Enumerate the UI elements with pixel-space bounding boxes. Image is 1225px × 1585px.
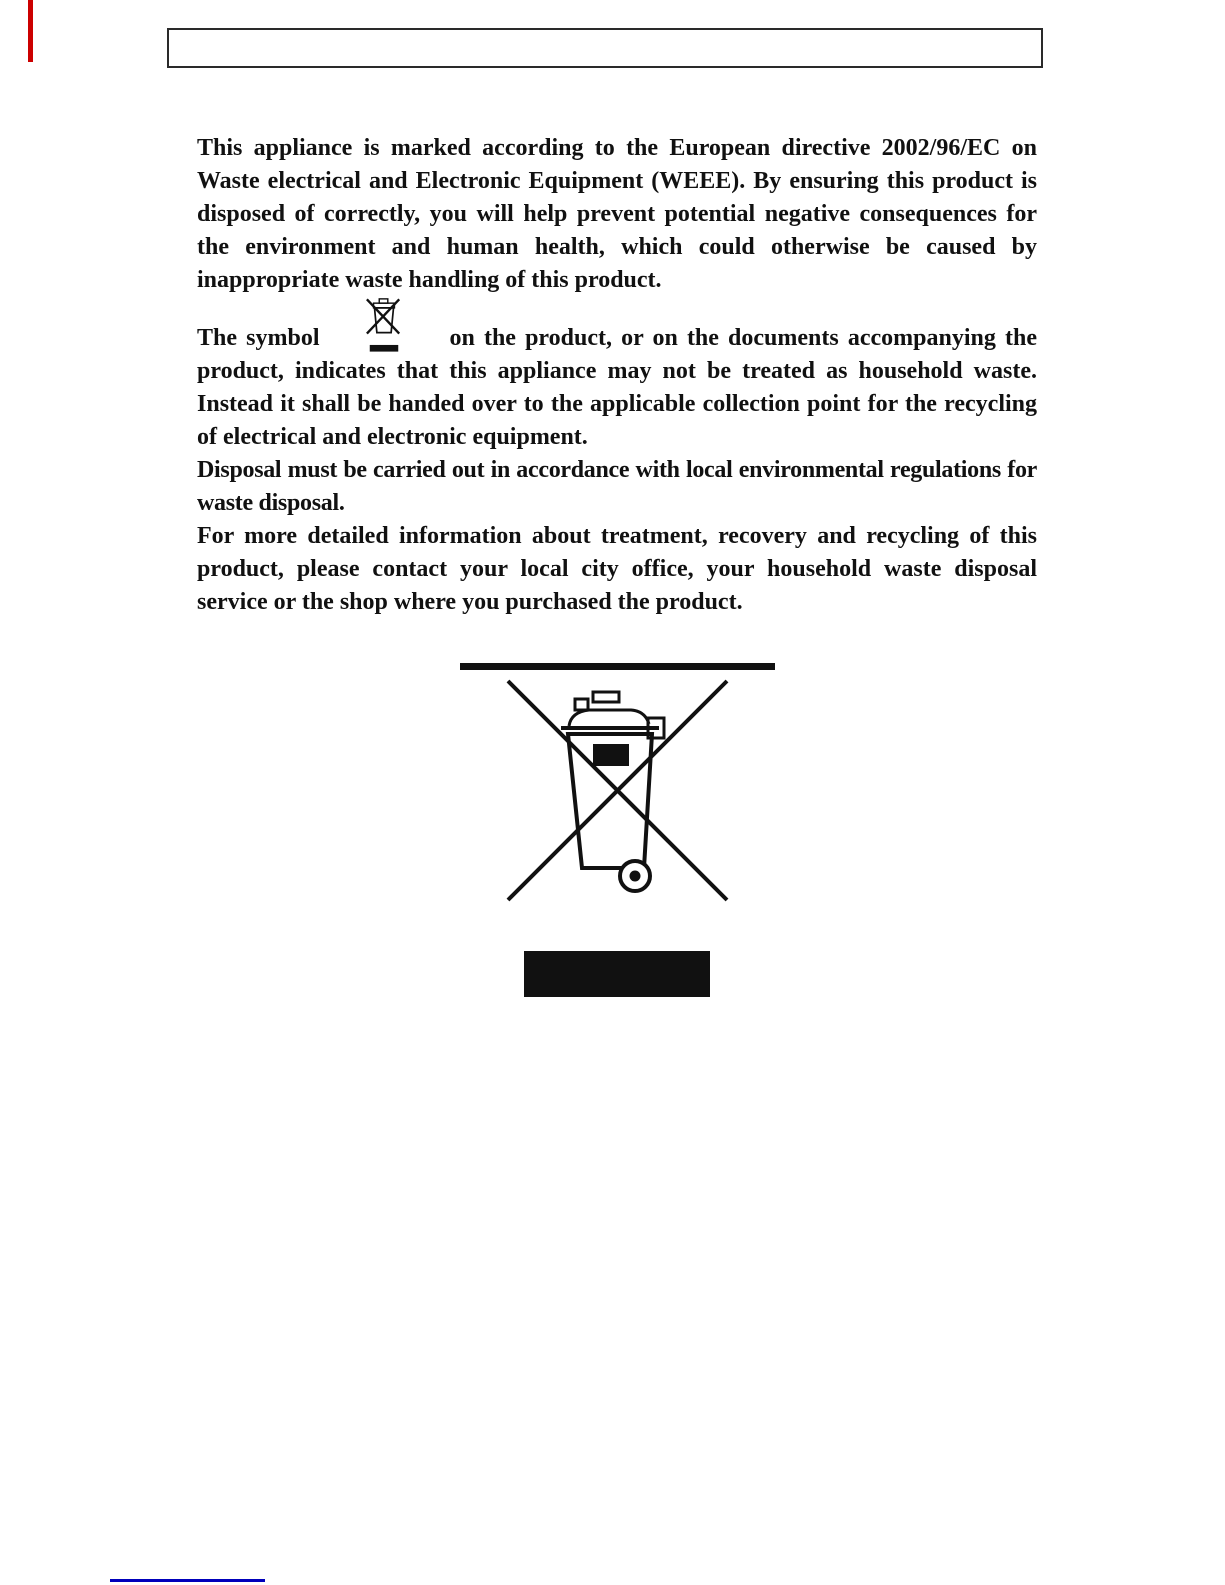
paragraph-more-information: For more detailed information about treatment, recovery and recycling of this product, please contact your local city office, your household waste disposal service or the shop where you purchased the product. (197, 523, 1037, 615)
weee-crossed-out-wheeled-bin-icon (505, 678, 730, 913)
paragraph-disposal-regulations: Disposal must be carried out in accordance with local environmental regulations for waste disposal. (197, 457, 1037, 516)
paragraph-symbol-meaning-after: on the product, or on the documents accompanying the product, indicates that this appliance may not be treated as household waste. Instead it shall be handed over to the applicable collection point for the recycling of electrical and electronic equipment. (197, 325, 1037, 450)
paragraph-symbol-meaning-before: The symbol (197, 325, 320, 351)
page-bottom-link-underline[interactable] (110, 1579, 265, 1582)
weee-symbol-figure (197, 663, 1037, 997)
weee-symbol-bottom-bar (524, 951, 710, 997)
header-box (167, 28, 1043, 68)
page-edge-red-mark (28, 0, 33, 62)
weee-symbol-top-bar (460, 663, 775, 670)
crossed-out-wheeled-bin-icon (365, 297, 403, 353)
paragraph-weee-directive: This appliance is marked according to the European directive 2002/96/EC on Waste electrical and Electronic Equipment (WEEE). By ensuring this product is disposed of correctly, you will help prevent potential negative consequences for the environment and human health, which could otherwise be caused by inappropriate waste handling of this product. (197, 135, 1037, 293)
paragraph-symbol-meaning (197, 297, 1037, 454)
document-body (197, 132, 1037, 997)
